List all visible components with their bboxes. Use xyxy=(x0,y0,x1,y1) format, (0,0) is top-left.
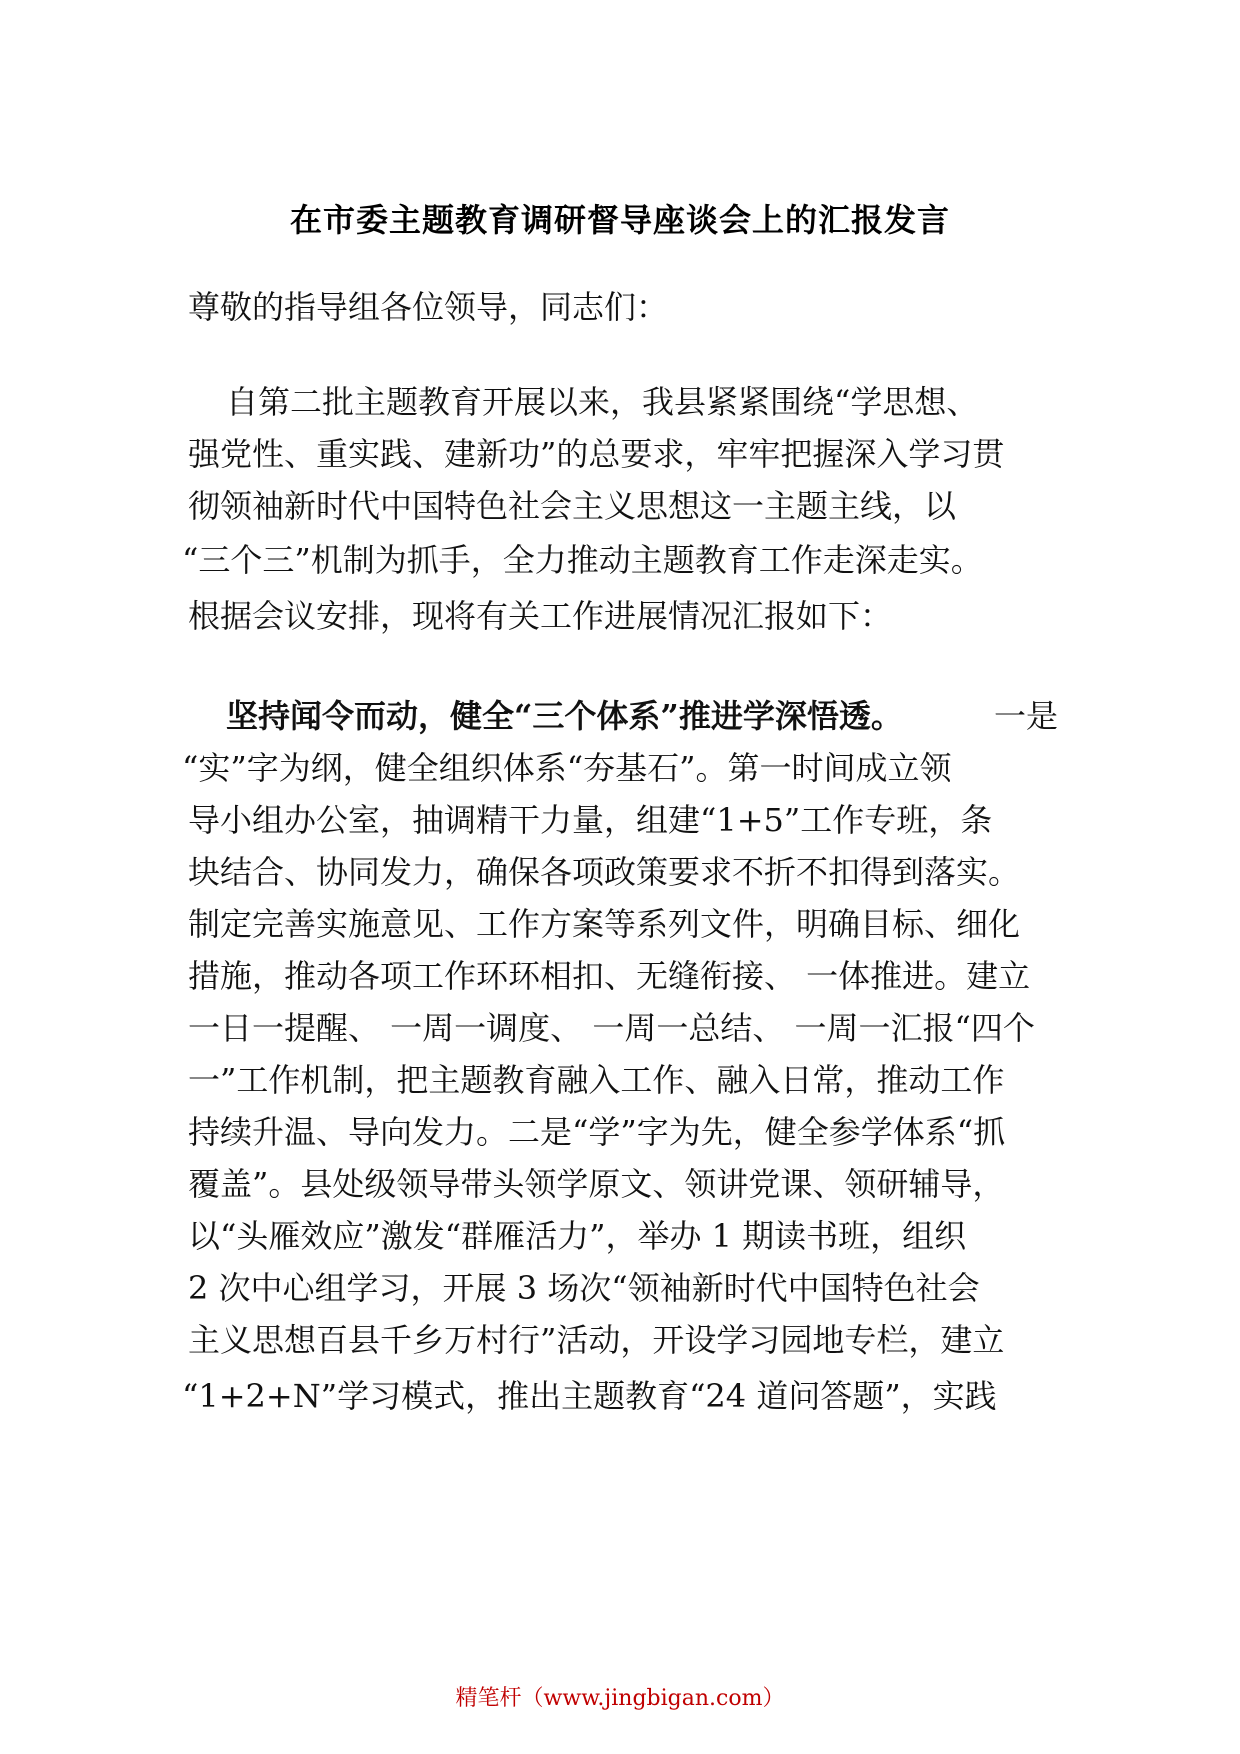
salutation: 尊敬的指导组各位领导，同志们： xyxy=(188,288,669,326)
intro-line: 强党性、重实践、建新功”的总要求，牢牢把握深入学习贯 xyxy=(188,435,1005,473)
body-line: “实”字为纲，健全组织体系“夯基石”。第一时间成立领 xyxy=(182,749,952,787)
body-line: 制定完善实施意见、工作方案等系列文件，明确目标、细化 xyxy=(188,905,1021,943)
page-title: 在市委主题教育调研督导座谈会上的汇报发言 xyxy=(289,201,950,239)
intro-line: 自第二批主题教育开展以来，我县紧紧围绕“学思想、 xyxy=(226,383,979,421)
section-heading-tail: 一是 xyxy=(994,697,1059,735)
body-line: 一”工作机制，把主题教育融入工作、融入日常，推动工作 xyxy=(188,1061,1005,1099)
body-line: 一日一提醒、 一周一调度、 一周一总结、 一周一汇报“四个 xyxy=(188,1009,1035,1047)
body-line: 覆盖”。县处级领导带头领学原文、领讲党课、领研辅导， xyxy=(188,1165,1005,1203)
intro-line: “三个三”机制为抓手，全力推动主题教育工作走深走实。 xyxy=(182,541,983,579)
body-line: 主义思想百县千乡万村行”活动，开设学习园地专栏，建立 xyxy=(188,1321,1005,1359)
body-line: “1+2+N”学习模式，推出主题教育“24 道问答题”，实践 xyxy=(182,1377,997,1415)
body-line: 措施，推动各项工作环环相扣、无缝衔接、 一体推进。建立 xyxy=(188,957,1031,995)
body-line: 持续升温、导向发力。二是“学”字为先，健全参学体系“抓 xyxy=(188,1113,1006,1151)
intro-line: 根据会议安排，现将有关工作进展情况汇报如下： xyxy=(188,597,893,635)
section-heading: 坚持闻令而动，健全“三个体系”推进学深悟透。 xyxy=(226,697,903,735)
body-line: 导小组办公室，抽调精干力量，组建“1+5”工作专班，条 xyxy=(188,801,993,839)
body-line: 块结合、协同发力，确保各项政策要求不折不扣得到落实。 xyxy=(188,853,1021,891)
body-line: 2 次中心组学习，开展 3 场次“领袖新时代中国特色社会 xyxy=(188,1269,980,1307)
footer-watermark[interactable]: 精笔杆（www.jingbigan.com） xyxy=(455,1686,785,1711)
body-line: 以“头雁效应”激发“群雁活力”，举办 1 期读书班，组织 xyxy=(188,1217,967,1255)
intro-line: 彻领袖新时代中国特色社会主义思想这一主题主线，以 xyxy=(188,487,957,525)
